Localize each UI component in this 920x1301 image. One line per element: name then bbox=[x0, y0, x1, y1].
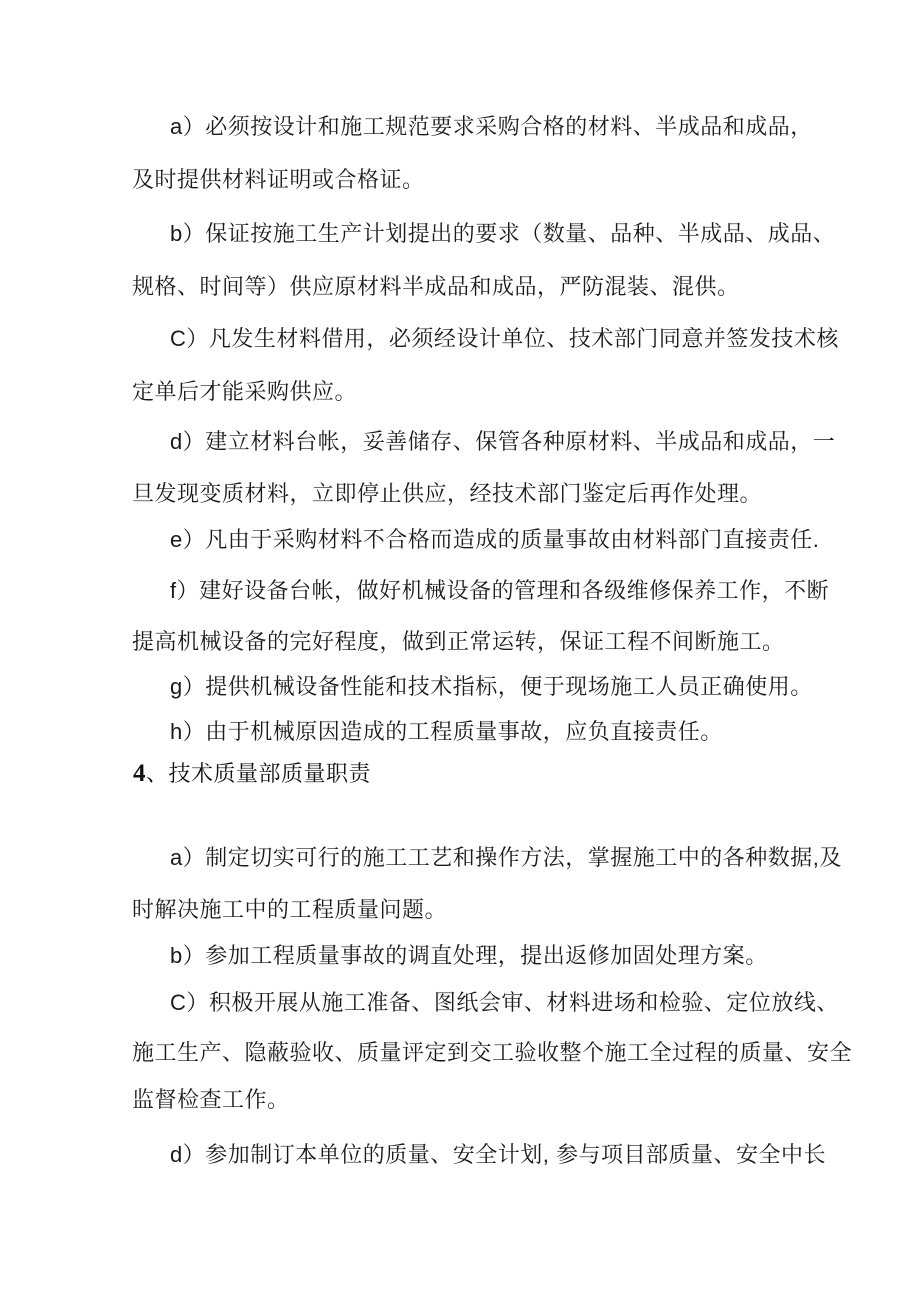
s2-item-c-line-3: 监督检查工作。 bbox=[132, 1087, 290, 1112]
item-a-line-2: 及时提供材料证明或合格证。 bbox=[132, 167, 425, 192]
s2-item-c-line-1: C）积极开展从施工准备、图纸会审、材料进场和检验、定位放线、 bbox=[170, 990, 839, 1015]
item-c-line-2: 定单后才能采购供应。 bbox=[132, 379, 358, 404]
item-b-line-2: 规格、时间等）供应原材料半成品和成品，严防混装、混供。 bbox=[132, 274, 740, 299]
section-heading bbox=[133, 758, 371, 790]
s2-item-a-line-2: 时解决施工中的工程质量问题。 bbox=[132, 897, 448, 922]
section-heading-separator: 、 bbox=[146, 761, 169, 786]
section-heading-number: 4 bbox=[133, 760, 146, 787]
item-c-line-1: C）凡发生材料借用，必须经设计单位、技术部门同意并签发技术核 bbox=[170, 326, 839, 351]
item-a-line-1: a）必须按设计和施工规范要求采购合格的材料、半成品和成品， bbox=[170, 114, 813, 139]
item-b-line-1: b）保证按施工生产计划提出的要求（数量、品种、半成品、成品、 bbox=[170, 221, 836, 246]
item-d-line-1: d）建立材料台帐，妥善储存、保管各种原材料、半成品和成品，一 bbox=[170, 429, 836, 454]
item-e-line-1: e）凡由于采购材料不合格而造成的质量事故由材料部门直接责任. bbox=[170, 527, 820, 552]
s2-item-c-line-2: 施工生产、隐蔽验收、质量评定到交工验收整个施工全过程的质量、安全 bbox=[132, 1040, 853, 1065]
item-f-line-2: 提高机械设备的完好程度，做到正常运转，保证工程不间断施工。 bbox=[132, 629, 785, 654]
item-d-line-2: 旦发现变质材料，立即停止供应，经技术部门鉴定后再作处理。 bbox=[132, 481, 763, 506]
item-f-line-1: f）建好设备台帐，做好机械设备的管理和各级维修保养工作，不断 bbox=[170, 578, 830, 603]
item-g-line-1: g）提供机械设备性能和技术指标，便于现场施工人员正确使用。 bbox=[170, 674, 813, 699]
section-heading-title: 技术质量部质量职责 bbox=[168, 761, 372, 786]
s2-item-a-line-1: a）制定切实可行的施工工艺和操作方法，掌握施工中的各种数据,及 bbox=[170, 845, 842, 870]
s2-item-b-line-1: b）参加工程质量事故的调直处理，提出返修加固处理方案。 bbox=[170, 943, 768, 968]
item-h-line-1: h）由于机械原因造成的工程质量事故，应负直接责任。 bbox=[170, 719, 723, 744]
s2-item-d-line-1: d）参加制订本单位的质量、安全计划, 参与项目部质量、安全中长 bbox=[170, 1142, 826, 1167]
